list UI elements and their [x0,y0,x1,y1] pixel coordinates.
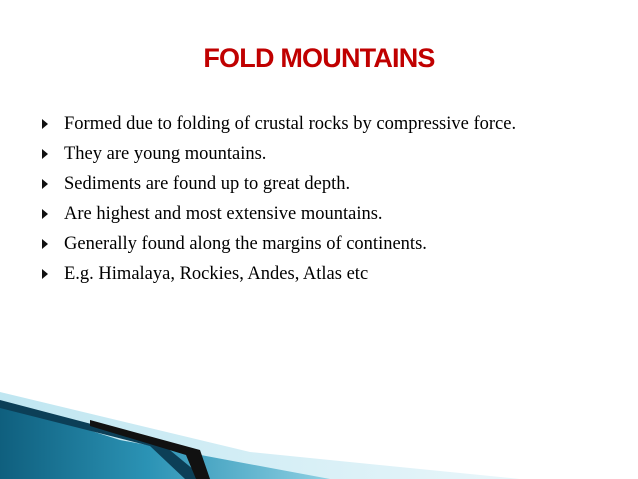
slide-title: FOLD MOUNTAINS [203,43,435,73]
bullet-text: Generally found along the margins of continents. [64,234,427,254]
bullet-text: Formed due to folding of crustal rocks by compressive force. [64,114,517,134]
bullet-text: They are young mountains. [64,144,267,164]
bullet-text: Are highest and most extensive mountains. [64,204,383,224]
bullet-text: E.g. Himalaya, Rockies, Andes, Atlas etc [64,264,369,284]
bullet-text: Sediments are found up to great depth. [64,174,351,194]
